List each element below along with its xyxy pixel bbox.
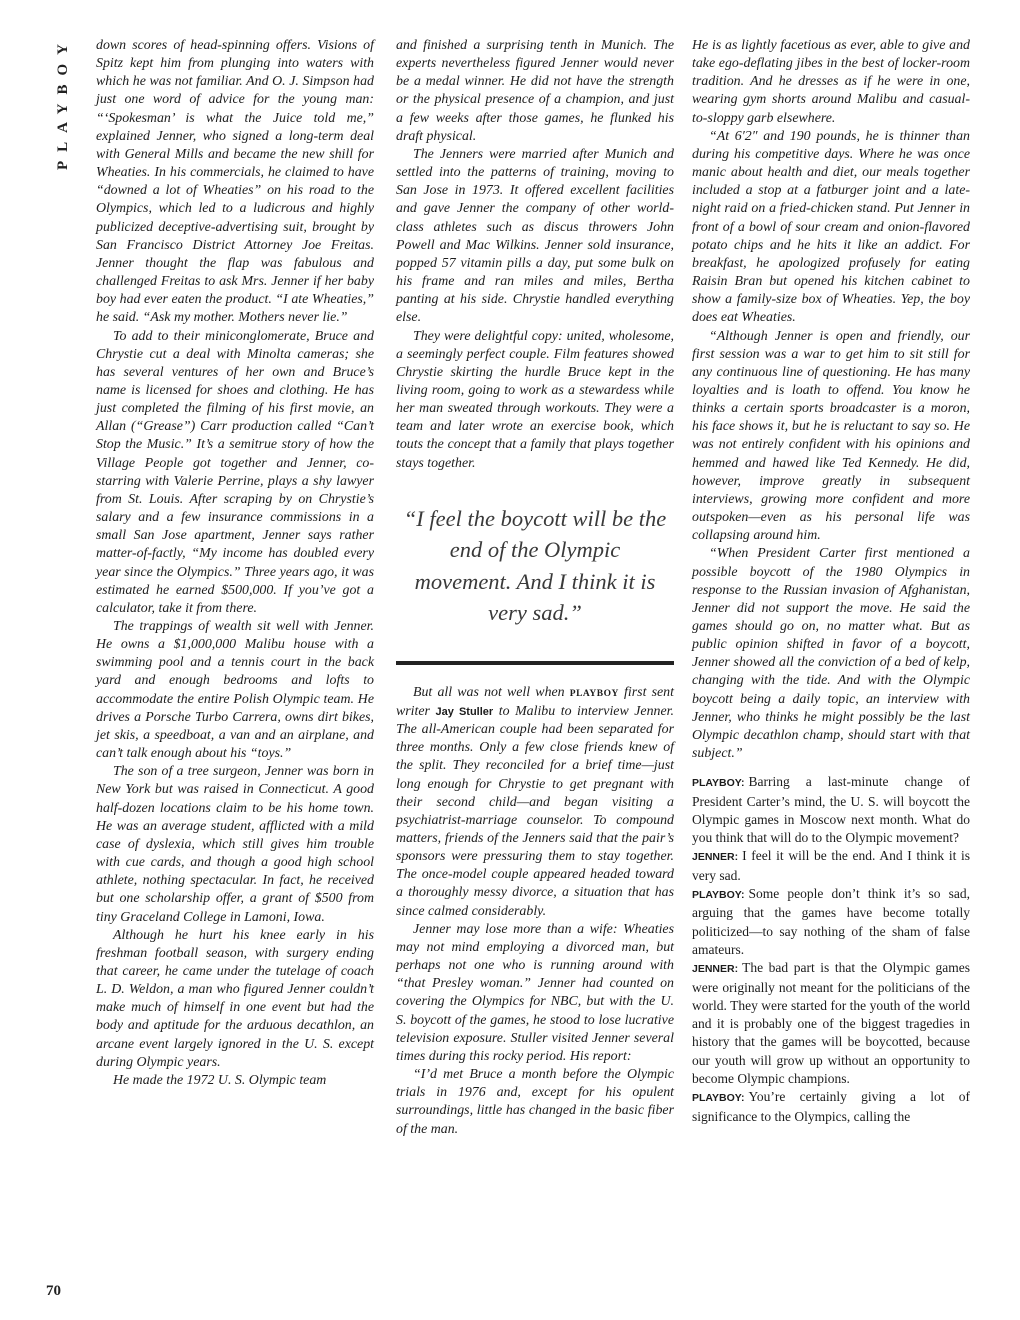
- paragraph: Jenner may lose more than a wife: Wheaties may not mind employing a divorced man, but perhaps not one who is running around with “that Presley woman.” Jenner had counted on covering the Olympics for NBC, but with the U. S. boycott of the games, he stood to lose lucrative television exposure. Stuller visited Jenner several times during this rocky period. His report:: [396, 921, 674, 1064]
- interview-entry: [692, 1088, 970, 1126]
- paragraph: “Although Jenner is open and friendly, our first session was a war to get him to sit still for any continuous line of questioning. He has many loyalties and is loath to offend. You know he thinks a certain sports broadcaster is a moron, his face shows it, but he is reluctant to say so. He was not entirely confident with his opinions and hemmed and hawed like Ted Kennedy. He did, however, improve greatly in subsequent interviews, growing more confident and more outspoken—even as his personal life was collapsing around him.: [692, 328, 970, 544]
- interview-entry: [692, 885, 970, 959]
- paragraph: The trappings of wealth sit well with Jenner. He owns a $1,000,000 Malibu house with a swimming pool and a tennis court in the back yard and enough bedrooms and lofts to accommodate the entire Polish Olympic team. He drives a Porsche Turbo Carrera, owns dirt bikes, jet skis, a speedboat, a van and an airplane, and can’t talk enough about his “toys.”: [96, 619, 374, 762]
- article-column-3: [692, 37, 970, 1126]
- interview-text: Some people don’t think it’s so sad, arguing that the games have become totally politicized—to say nothing of the sham of false amateurs.: [692, 886, 970, 957]
- paragraph: He is as lightly facetious as ever, able to give and take ego-deflating jibes in the best of locker-room tradition. And he dresses as if he were in one, wearing gym shorts around Malibu and casual-to-sloppy garb elsewhere.: [692, 38, 970, 126]
- interview-text: The bad part is that the Olympic games were originally not meant for the politicians of the world. They were started for the youth of the world and it is probably one of the biggest tragedies in history that the games will be boycotted, because our youth will grow up without an opportunity to become Olympic champions.: [692, 960, 970, 1086]
- speaker-label: JENNER:: [692, 963, 739, 976]
- article-column-2: [396, 37, 674, 1139]
- interview-text: You’re certainly giving a lot of significance to the Olympics, calling the: [692, 1089, 970, 1124]
- interview-block: [692, 773, 970, 1126]
- page-number: 70: [46, 1283, 61, 1299]
- divider-rule: [396, 661, 674, 665]
- interview-entry: [692, 773, 970, 847]
- paragraph: He made the 1972 U. S. Olympic team: [113, 1072, 327, 1088]
- paragraph: [396, 684, 674, 921]
- interview-entry: [692, 959, 970, 1088]
- interview-text: I feel it will be the end. And I think it is very sad.: [692, 848, 970, 883]
- magazine-name-label: PLAYBOY: [55, 35, 71, 170]
- paragraph: and finished a surprising tenth in Munich. The experts nevertheless figured Jenner would never be a medal winner. He did not have the strength or the physical presence of a champion, and just a few weeks after those games, he flunked his draft physical.: [396, 38, 674, 144]
- interview-entry: [692, 847, 970, 885]
- writer-name: Jay Stuller: [435, 705, 494, 718]
- text-span: to Malibu to interview Jenner. The all-American couple had been separated for three months. Only a few close friends knew of the split. They reconciled for a brief time—just long enough for Chrystie to get pregnant with their second child—and began visiting a psychiatrist-marriage counselor. To compound matters, friends of the Jenners said that the pair’s sponsors were pressuring them to stay together. The once-model couple appeared headed toward a thoroughly messy divorce, a situation that has since calmed considerably.: [396, 703, 674, 919]
- text-span: But all was not well when: [413, 684, 565, 700]
- paragraph: The son of a tree surgeon, Jenner was born in New York but was raised in Connecticut. A good half-dozen locations claim to be his home town. He was an average student, afflicted with a mild case of dyslexia, which still gives him trouble with cue cards, and though a good high school athlete, nothing spectacular. In fact, he received but one scholarship offer, a grant of $500 from tiny Graceland College in Lamoni, Iowa.: [96, 764, 374, 925]
- interview-text: Barring a last-minute change of President Carter’s mind, the U. S. will boycott the Olympic games in Moscow next month. What do you think that will do to the Olympic movement?: [692, 774, 970, 846]
- article-column-1: [96, 37, 374, 1090]
- paragraph: Although he hurt his knee early in his freshman football season, with surgery ending that career, he came under the tutelage of coach L. D. Weldon, a man who figured Jenner couldn’t make much of himself in one event but had the body and aptitude for the arduous decathlon, an arcane event largely ignored in the U. S. except during Olympic years.: [96, 927, 374, 1070]
- paragraph: down scores of head-spinning offers. Visions of Spitz kept him from plunging into waters with which he was not familiar. And O. J. Simpson had just one word of advice for the young man: “‘Spokesman’ is what the Juice told me,” explained Jenner, who signed a long-term deal with General Mills and became the new shill for Wheaties. In his commercials, he claimed to have “downed a lot of Wheaties” on his road to the Olympics, which led to a ludicrous and highly publicized deceptive-advertising suit, brought by San Francisco District Attorney Joe Freitas. Jenner thought the flap was fabulous and challenged Freitas to ask Mrs. Jenner if her baby boy had ever eaten the product. “I ate Wheaties,” he said. “Ask my mother. Mothers never lie.”: [96, 38, 374, 326]
- paragraph: “I’d met Bruce a month before the Olympic trials in 1976 and, except for his opulent surroundings, little has changed in the basic fiber of the man.: [396, 1067, 674, 1137]
- paragraph: “At 6′2″ and 190 pounds, he is thinner than during his competitive days. Where he was once manic about health and diet, our meals together included a stop at a fatburger joint and a late-night raid on a fried-chicken stand. Put Jenner in front of a bowl of sour cream and onion-flavored potato chips and he hits it like an addict. For breakfast, he apologized profusely for eating Raisin Bran but opened his kitchen cabinet to show a family-size box of Wheaties. Yep, the boy does eat Wheaties.: [692, 128, 970, 326]
- paragraph: To add to their miniconglomerate, Bruce and Chrystie cut a deal with Minolta cameras; she has several ventures of her own and Bruce’s name is licensed for shoes and clothing. He has just completed the filming of his first movie, an Allan (“Grease”) Carr production called “Can’t Stop the Music.” It’s a semitrue story of how the Village People got together and Jenner, co-starring with Valerie Perrine, plays a shy lawyer from St. Louis. After scraping by on Chrystie’s salary and a few insurance commissions in a small San Jose apartment, Jenner says rather matter-of-factly, “My income has doubled every year since the Olympics.” Three years ago, it was estimated he earned $500,000. If you’ve got a calculator, take it from there.: [96, 328, 374, 616]
- paragraph: They were delightful copy: united, wholesome, a seemingly perfect couple. Film features showed Chrystie skirting the hurdle Bruce kept in the living room, going to work as a stewardess while her man sweated through workouts. They were a team and later wrote an exercise book, which touts the concept that a family that plays together stays together.: [396, 328, 674, 471]
- paragraph: The Jenners were married after Munich and settled into the patterns of training, moving to San Jose in 1973. It offered excellent facilities and gave Jenner the company of other world-class athletes such as discus throwers John Powell and Mac Wilkins. Jenner sold insurance, popped 57 vitamin pills a day, put some bulk on his frame and ran miles and miles, Bertha panting at his side. Chrystie handled everything else.: [396, 146, 674, 326]
- paragraph: “When President Carter first mentioned a possible boycott of the 1980 Olympics in response to the Russian invasion of Afghanistan, Jenner did not support the move. He said the games should go on, no matter what. But as public opinion shifted in favor of a boycott, Jenner showed all the conviction of a bed of kelp, changing with the tide. And with the Olympic boycott being a daily topic, an interview with Jenner, who thinks he might possibly be the last Olympic decathlon champ, should start with that subject.”: [692, 546, 970, 762]
- speaker-label: PLAYBOY:: [692, 1092, 745, 1105]
- speaker-label: JENNER:: [692, 851, 739, 864]
- text-span: first sent writer: [396, 684, 674, 719]
- speaker-label: PLAYBOY:: [692, 777, 745, 790]
- pull-quote: “I feel the boycott will be the end of the Olympic movement. And I think it is very sad.”: [403, 505, 667, 626]
- magazine-name-inline: PLAYBOY: [569, 688, 619, 699]
- speaker-label: PLAYBOY:: [692, 889, 745, 902]
